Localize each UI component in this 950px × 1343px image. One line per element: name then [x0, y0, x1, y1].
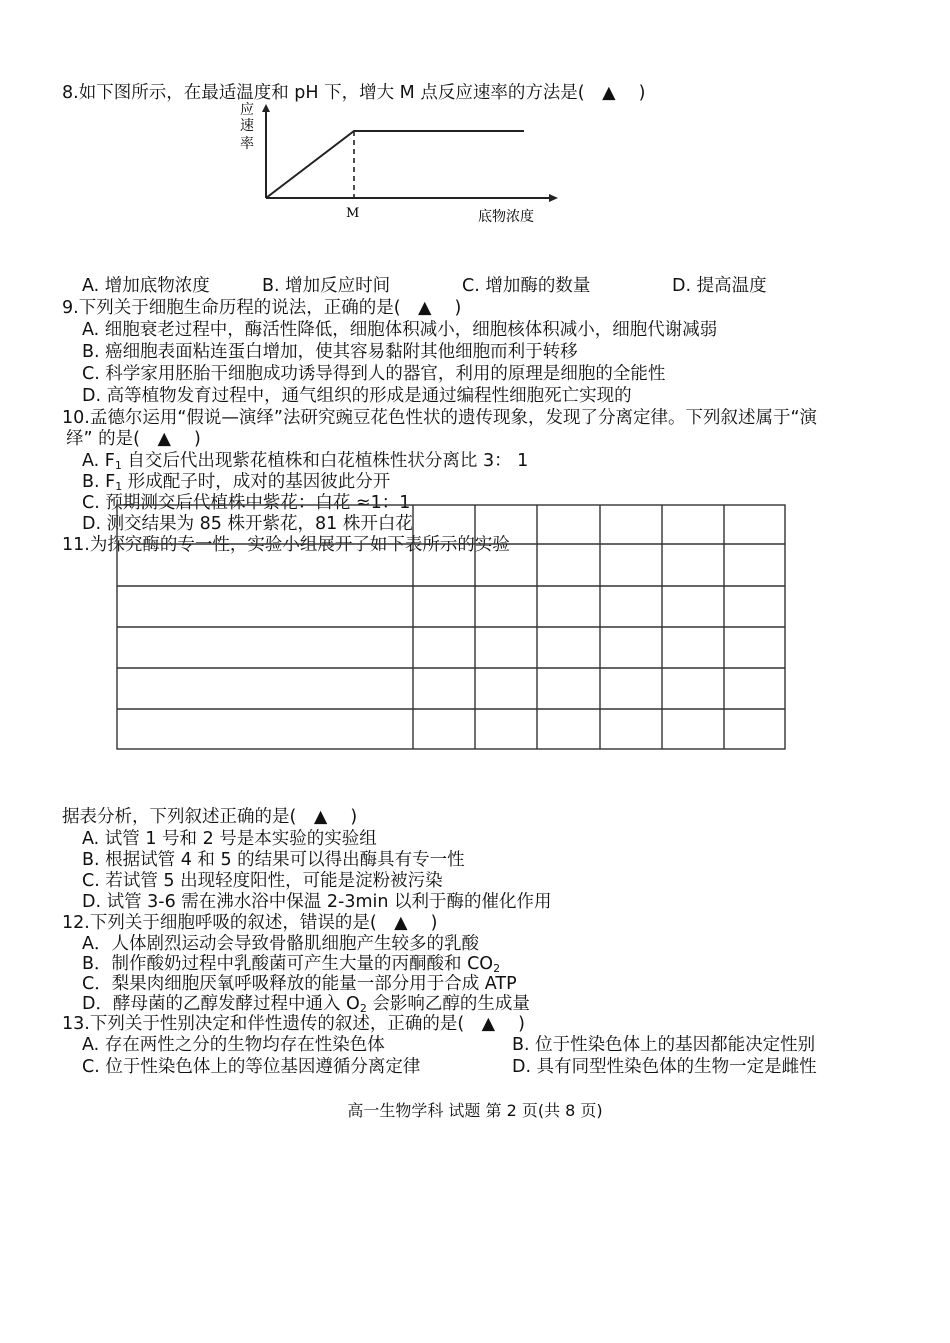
- q10-option-b-prefix: B. F: [82, 472, 116, 492]
- x-point-m: M: [346, 206, 360, 221]
- q9-option-c: C. 科学家用胚胎干细胞成功诱导得到人的器官，利用的原理是细胞的全能性: [82, 364, 666, 384]
- q9-stem: 9.下列关于细胞生命历程的说法，正确的是( ▲ ): [62, 298, 462, 318]
- q8-option-b: B. 增加反应时间: [262, 276, 391, 296]
- q12-stem: 12.下列关于细胞呼吸的叙述，错误的是( ▲ ): [62, 913, 438, 933]
- q11-option-a: A. 试管 1 号和 2 号是本实验的实验组: [82, 829, 377, 849]
- q12-option-c: C．梨果肉细胞厌氧呼吸释放的能量一部分用于合成 ATP: [82, 974, 517, 994]
- y-label-2: 速: [240, 118, 254, 134]
- x-label: 底物浓度: [478, 209, 534, 225]
- q9-option-d: D. 高等植物发育过程中，通气组织的形成是通过编程性细胞死亡实现的: [82, 386, 632, 406]
- y-axis-arrow: [262, 104, 270, 112]
- q9-option-b: B. 癌细胞表面粘连蛋白增加，使其容易黏附其他细胞而利于转移: [82, 342, 578, 362]
- q8-reaction-rate-graph: [230, 100, 570, 240]
- rate-curve: [266, 131, 524, 198]
- q13-option-a: A. 存在两性之分的生物均存在性染色体: [82, 1035, 385, 1055]
- q13-option-d: D. 具有同型性染色体的生物一定是雌性: [512, 1057, 817, 1077]
- q9-option-a: A. 细胞衰老过程中，酶活性降低，细胞体积减小，细胞核体积减小，细胞代谢减弱: [82, 320, 718, 340]
- q12-option-d-prefix: D．酵母菌的乙醇发酵过程中通入 O: [82, 994, 360, 1014]
- q10-option-b-text: 形成配子时，成对的基因彼此分开: [122, 472, 391, 492]
- q10-stem-line1: 10.孟德尔运用“假说—演绎”法研究豌豆花色性状的遗传现象，发现了分离定律。下列叙述属于“演: [62, 408, 818, 428]
- q11-option-d: D. 试管 3-6 需在沸水浴中保温 2-3min 以利于酶的催化作用: [82, 892, 552, 912]
- q10-stem-line2: 绎” 的是( ▲ ): [66, 429, 201, 449]
- q10-option-c: C. 预期测交后代植株中紫花：白花 ≈1：1: [82, 493, 411, 513]
- q8-option-c: C. 增加酶的数量: [462, 276, 591, 296]
- q13-option-b: B. 位于性染色体上的基因都能决定性别: [512, 1035, 816, 1055]
- q10-option-a-prefix: A. F: [82, 451, 115, 471]
- q10-option-b-subscript: 1: [115, 480, 123, 493]
- x-axis-arrow: [549, 194, 558, 202]
- y-label-1: 应: [240, 102, 254, 118]
- y-label-3: 率: [240, 136, 254, 152]
- q12-option-a: A．人体剧烈运动会导致骨骼肌细胞产生较多的乳酸: [82, 934, 479, 954]
- q11-option-c: C. 若试管 5 出现轻度阳性，可能是淀粉被污染: [82, 871, 443, 891]
- q13-stem: 13.下列关于性别决定和伴性遗传的叙述，正确的是( ▲ ): [62, 1014, 526, 1034]
- q10-option-a-subscript: 1: [114, 459, 122, 472]
- q11-question: 据表分析，下列叙述正确的是( ▲ ): [62, 807, 358, 827]
- q12-option-b-text: B．制作酸奶过程中乳酸菌可产生大量的丙酮酸和 CO: [82, 954, 494, 974]
- q10-option-d: D. 测交结果为 85 株开紫花，81 株开白花: [82, 514, 413, 534]
- q10-option-a-text: 自交后代出现紫花植株和白花植株性状分离比 3： 1: [121, 451, 529, 471]
- q11-stem: 11.为探究酶的专一性，实验小组展开了如下表所示的实验: [62, 535, 510, 555]
- q8-option-a: A. 增加底物浓度: [82, 276, 210, 296]
- q13-option-c: C. 位于性染色体上的等位基因遵循分离定律: [82, 1057, 421, 1077]
- q11-option-b: B. 根据试管 4 和 5 的结果可以得出酶具有专一性: [82, 850, 465, 870]
- q12-option-b-subscript: 2: [493, 962, 501, 975]
- q12-option-d-text: 会影响乙醇的生成量: [366, 994, 530, 1014]
- q11-experiment-table: [116, 504, 786, 750]
- page-footer: 高一生物学科 试题 第 2 页(共 8 页): [347, 1101, 603, 1120]
- q12-option-d-subscript: 2: [359, 1002, 367, 1015]
- q8-stem: 8.如下图所示，在最适温度和 pH 下，增大 M 点反应速率的方法是( ▲ ): [62, 83, 646, 103]
- q8-option-d: D. 提高温度: [672, 276, 767, 296]
